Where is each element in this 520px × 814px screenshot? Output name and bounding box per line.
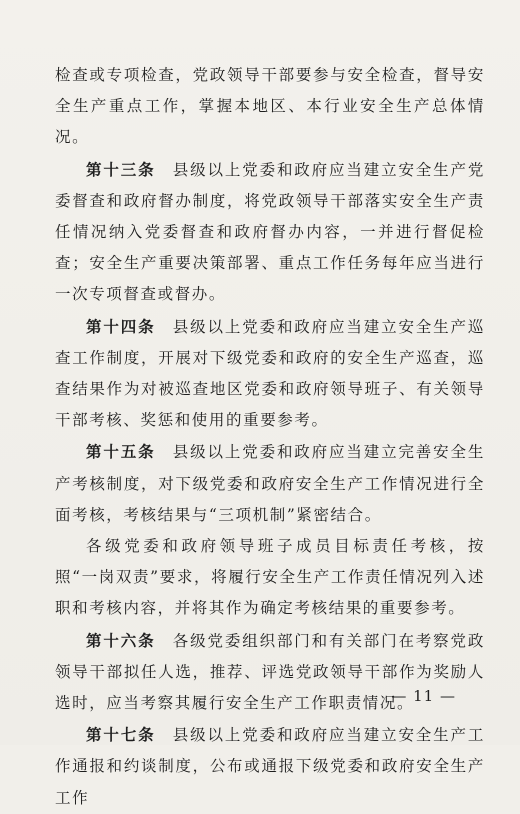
paragraph-text: 县级以上党委和政府应当建立安全生产党委督查和政府督办制度，将党政领导干部落实安全生产责任情况纳入党委督查和政府督办内容，一并进行督促检查；安全生产重要决策部署、重点工作任务每年应当进行一次专项督查或督办。 — [55, 160, 485, 304]
paragraph-text: 各级党委组织部门和有关部门在考察党政领导干部拟任人选，推荐、评选党政领导干部作为奖励人选时，应当考察其履行安全生产工作职责情况。 — [55, 631, 485, 713]
article-15 — [55, 436, 485, 531]
paragraph-text: 检查或专项检查，党政领导干部要参与安全检查，督导安全生产重点工作，掌握本地区、本行业安全生产总体情况。 — [55, 66, 485, 147]
article-heading: 第十七条 — [86, 725, 156, 745]
article-15-paragraph-2 — [55, 531, 485, 625]
paragraph-text: 县级以上党委和政府应当建立安全生产巡查工作制度，开展对下级党委和政府的安全生产巡查，巡查结果作为对被巡查地区党委和政府领导班子、有关领导干部考核、奖惩和使用的重要参考。 — [55, 317, 485, 430]
article-heading: 第十五条 — [86, 442, 156, 462]
page-number: — 11 — — [391, 687, 456, 705]
article-14 — [55, 311, 485, 437]
article-heading: 第十三条 — [86, 159, 156, 179]
article-heading: 第十六条 — [86, 630, 156, 650]
article-13 — [55, 154, 485, 311]
article-heading: 第十四条 — [86, 316, 156, 336]
article-16 — [55, 625, 485, 720]
paragraph-text: 县级以上党委和政府应当建立完善安全生产考核制度，对下级党委和政府安全生产工作情况进行全面考核，考核结果与“三项机制”紧密结合。 — [55, 443, 485, 524]
paragraph-continuation — [55, 60, 485, 154]
paragraph-text: 各级党委和政府领导班子成员目标责任考核，按照“一岗双责”要求，将履行安全生产工作责任情况列入述职和考核内容，并将其作为确定考核结果的重要参考。 — [55, 537, 485, 618]
paragraph-text: 县级以上党委和政府应当建立安全生产工作通报和约谈制度，公布或通报下级党委和政府安全生产工作 — [55, 726, 485, 807]
article-17 — [55, 719, 485, 814]
